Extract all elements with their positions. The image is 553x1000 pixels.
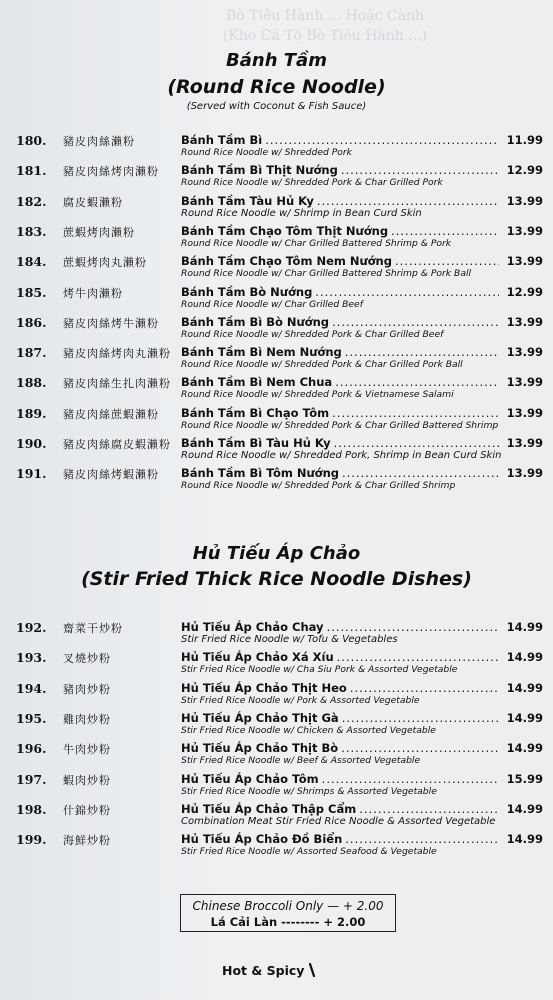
item-name: Bánh Tầm Bì Tàu Hủ Ky <box>181 436 331 450</box>
item-price: 13.99 <box>506 466 543 481</box>
menu-item <box>0 620 553 650</box>
item-name-line <box>181 741 499 755</box>
item-name: Bánh Tầm Chạo Tôm Thịt Nướng <box>181 223 389 238</box>
item-price: 15.99 <box>506 771 543 786</box>
item-description: Round Rice Noodle w/ Char Grilled Beef <box>181 298 363 310</box>
item-description: Stir Fried Rice Noodle w/ Shrimps & Assorted Vegetable <box>181 785 437 797</box>
item-name: Hủ Tiếu Áp Chảo Thịt Gà <box>181 710 339 725</box>
section-title-en-2: (Stir Fried Thick Rice Noodle Dishes) <box>81 568 472 590</box>
item-name-line <box>181 681 499 695</box>
item-name-line <box>181 375 499 389</box>
item-price: 14.99 <box>506 620 543 634</box>
item-description: Stir Fried Rice Noodle w/ Assorted Seafood & Vegetable <box>181 846 437 858</box>
item-description: Stir Fried Rice Noodle w/ Pork & Assorted Vegetable <box>181 694 420 706</box>
hot-spicy-label: Hot & Spicy <box>222 963 305 978</box>
menu-item <box>0 436 553 466</box>
item-chinese-name: 豬皮肉絲烤牛瀨粉 <box>63 316 159 330</box>
item-chinese-name: 蔗蝦烤肉丸瀨粉 <box>63 256 147 270</box>
item-chinese-name: 蔗蝦烤肉瀨粉 <box>63 225 135 239</box>
item-number: 190. <box>16 436 47 451</box>
item-chinese-name: 烤牛肉瀨粉 <box>63 286 123 300</box>
dot-leader <box>334 436 499 450</box>
menu-item <box>0 832 553 862</box>
item-name-line <box>181 802 499 816</box>
dot-leader <box>335 375 499 389</box>
item-price: 13.99 <box>506 223 543 238</box>
item-name-line <box>181 133 499 147</box>
item-name: Bánh Tầm Bì Nem Chua <box>181 375 333 390</box>
item-number: 180. <box>16 133 47 148</box>
item-chinese-name: 豬皮肉絲腐皮蝦瀨粉 <box>63 438 171 451</box>
item-name: Bánh Tầm Chạo Tôm Nem Nướng <box>181 254 392 269</box>
item-name: Hủ Tiếu Áp Chảo Thập Cẩm <box>181 801 357 816</box>
item-number: 194. <box>16 680 47 696</box>
dot-leader <box>317 194 499 208</box>
item-description: Round Rice Noodle w/ Shredded Pork, Shrimp in Bean Curd Skin <box>181 450 502 461</box>
menu-item <box>0 375 553 405</box>
item-description: Round Rice Noodle w/ Shredded Pork <box>181 147 352 158</box>
item-name-line <box>181 224 499 238</box>
item-chinese-name: 海鮮炒粉 <box>63 834 111 848</box>
dot-leader <box>395 254 499 268</box>
dot-leader <box>359 802 499 816</box>
dot-leader <box>315 285 499 299</box>
menu-item <box>0 681 553 711</box>
dot-leader <box>341 163 499 177</box>
menu-item <box>0 345 553 375</box>
dot-leader <box>337 650 499 664</box>
item-description: Stir Fried Rice Noodle w/ Tofu & Vegetables <box>181 634 398 645</box>
item-number: 186. <box>16 314 47 330</box>
bleed-line-2: (Kho Cà Tộ Bò Tiêu Hành ...) <box>222 28 428 44</box>
chili-pepper-icon <box>309 963 315 977</box>
item-price: 13.99 <box>506 254 543 269</box>
item-name: Bánh Tầm Bò Nướng <box>181 284 313 299</box>
item-description: Round Rice Noodle w/ Shredded Pork & Char Grilled Pork Ball <box>181 359 463 371</box>
item-chinese-name: 豬皮肉絲烤肉丸瀨粉 <box>63 347 171 361</box>
item-chinese-name: 腐皮蝦瀨粉 <box>63 195 123 209</box>
item-number: 191. <box>16 466 47 482</box>
item-price: 12.99 <box>506 163 543 178</box>
dot-leader <box>345 832 499 846</box>
item-name: Bánh Tầm Bì Thịt Nướng <box>181 163 338 178</box>
item-number: 188. <box>16 375 47 391</box>
item-name: Bánh Tầm Bì Tôm Nướng <box>181 466 339 481</box>
item-name-line <box>181 772 499 786</box>
item-number: 192. <box>16 620 47 635</box>
item-name-line <box>181 466 499 480</box>
item-price: 14.99 <box>506 680 543 695</box>
extra-line-1: Chinese Broccoli Only — + 2.00 <box>192 899 384 913</box>
item-description: Combination Meat Stir Fried Rice Noodle & Assorted Vegetable <box>181 815 496 827</box>
item-price: 13.99 <box>506 345 543 360</box>
menu-item <box>0 285 553 315</box>
item-name-line <box>181 711 499 725</box>
item-description: Round Rice Noodle w/ Shredded Pork & Char Grilled Beef <box>181 328 444 340</box>
item-number: 181. <box>16 163 47 179</box>
item-name: Hủ Tiếu Áp Chảo Thịt Bò <box>181 741 339 756</box>
item-chinese-name: 豬皮肉絲蔗蝦瀨粉 <box>63 407 159 421</box>
item-name-line <box>181 194 499 208</box>
item-number: 198. <box>16 801 47 817</box>
item-name-line <box>181 650 499 664</box>
item-description: Stir Fried Rice Noodle w/ Beef & Assorted Vegetable <box>181 755 421 767</box>
menu-item <box>0 772 553 802</box>
item-price: 13.99 <box>506 314 543 329</box>
item-price: 13.99 <box>506 405 543 420</box>
item-number: 196. <box>16 741 47 757</box>
dot-leader <box>350 681 499 695</box>
dot-leader <box>342 466 499 480</box>
item-price: 13.99 <box>506 193 543 208</box>
item-chinese-name: 牛肉炒粉 <box>63 743 111 757</box>
dot-leader <box>265 133 499 147</box>
menu-item <box>0 194 553 224</box>
item-name-line <box>181 254 499 268</box>
item-name: Hủ Tiếu Áp Chảo Thịt Heo <box>181 680 347 695</box>
item-price: 13.99 <box>506 375 543 390</box>
item-description: Round Rice Noodle w/ Shredded Pork & Char Grilled Battered Shrimp <box>181 419 499 431</box>
item-name-line <box>181 315 499 329</box>
menu-item <box>0 133 553 163</box>
item-chinese-name: 叉燒炒粉 <box>63 652 111 666</box>
item-description: Round Rice Noodle w/ Char Grilled Battered Shrimp & Pork Ball <box>181 268 472 280</box>
section-title-vn-2: Hủ Tiếu Áp Chảo <box>192 543 361 564</box>
item-name: Bánh Tầm Bì <box>181 133 263 147</box>
section-title-vn-1: Bánh Tầm <box>226 50 327 71</box>
item-chinese-name: 豬皮肉絲烤蝦瀨粉 <box>63 468 159 482</box>
item-description: Round Rice Noodle w/ Shredded Pork & Char Grilled Shrimp <box>181 480 456 492</box>
item-name-line <box>181 163 499 177</box>
item-description: Round Rice Noodle w/ Char Grilled Battered Shrimp & Pork <box>181 237 452 249</box>
item-number: 182. <box>16 193 47 209</box>
item-price: 14.99 <box>506 710 543 725</box>
item-description: Round Rice Noodle w/ Shredded Pork & Char Grilled Pork <box>181 177 443 189</box>
item-number: 183. <box>16 223 47 239</box>
item-description: Stir Fried Rice Noodle w/ Cha Siu Pork & Assorted Vegetable <box>181 664 458 676</box>
dot-leader <box>345 345 499 359</box>
extras-box <box>180 894 396 932</box>
item-description: Round Rice Noodle w/ Shrimp in Bean Curd Skin <box>181 207 422 219</box>
section-subtitle-1: (Served with Coconut & Fish Sauce) <box>186 101 367 112</box>
item-chinese-name: 豬皮肉絲烤肉瀨粉 <box>63 165 159 179</box>
item-name: Bánh Tầm Bì Nem Nướng <box>181 345 342 360</box>
dot-leader <box>322 772 499 786</box>
menu-item <box>0 224 553 254</box>
item-name: Hủ Tiếu Áp Chảo Xá Xíu <box>181 650 334 665</box>
item-name-line <box>181 285 499 299</box>
item-number: 195. <box>16 710 47 726</box>
item-number: 187. <box>16 345 47 361</box>
item-name: Hủ Tiếu Áp Chảo Chay <box>181 620 324 634</box>
item-name-line <box>181 436 499 450</box>
item-name-line <box>181 620 499 634</box>
bleed-through-text <box>110 6 540 46</box>
item-number: 185. <box>16 284 47 300</box>
dot-leader <box>342 711 499 725</box>
menu-item <box>0 406 553 436</box>
item-price: 11.99 <box>506 133 543 147</box>
item-chinese-name: 什錦炒粉 <box>63 803 111 817</box>
item-chinese-name: 豬皮肉絲瀨粉 <box>63 135 135 148</box>
dot-leader <box>332 315 499 329</box>
item-name-line <box>181 345 499 359</box>
hot-spicy-note <box>222 963 315 978</box>
menu-item <box>0 650 553 680</box>
menu-item <box>0 802 553 832</box>
item-name: Hủ Tiếu Áp Chảo Đồ Biển <box>181 832 343 847</box>
item-description: Round Rice Noodle w/ Shredded Pork & Vietnamese Salami <box>181 389 454 401</box>
dot-leader <box>341 741 499 755</box>
item-chinese-name: 雞肉炒粉 <box>63 712 111 726</box>
item-number: 199. <box>16 832 47 848</box>
dot-leader <box>332 406 499 420</box>
item-price: 14.99 <box>506 832 543 847</box>
item-chinese-name: 豬皮肉絲生扎肉瀨粉 <box>63 377 171 391</box>
item-name: Hủ Tiếu Áp Chảo Tôm <box>181 771 319 786</box>
item-number: 189. <box>16 405 47 421</box>
item-chinese-name: 蝦肉炒粉 <box>63 773 111 787</box>
item-name: Bánh Tầm Bì Chạo Tôm <box>181 405 330 420</box>
menu-item <box>0 711 553 741</box>
item-price: 14.99 <box>506 801 543 816</box>
section-title-en-1: (Round Rice Noodle) <box>167 76 386 98</box>
menu-item <box>0 163 553 193</box>
item-name: Bánh Tầm Tàu Hủ Ky <box>181 193 314 208</box>
menu-item <box>0 741 553 771</box>
dot-leader <box>327 620 499 634</box>
extra-line-2: Lá Cải Làn -------- + 2.00 <box>210 915 366 929</box>
item-price: 14.99 <box>506 741 543 756</box>
bleed-line-1: Bò Tiêu Hành ... Hoặc Cành <box>226 8 424 24</box>
item-price: 14.99 <box>506 650 543 665</box>
menu-item <box>0 254 553 284</box>
dot-leader <box>391 224 499 238</box>
item-price: 13.99 <box>506 436 543 450</box>
item-name-line <box>181 832 499 846</box>
item-number: 193. <box>16 650 47 666</box>
item-description: Stir Fried Rice Noodle w/ Chicken & Assorted Vegetable <box>181 724 436 736</box>
item-name-line <box>181 406 499 420</box>
menu-item <box>0 315 553 345</box>
item-number: 184. <box>16 254 47 270</box>
item-name: Bánh Tầm Bì Bò Nướng <box>181 314 330 329</box>
menu-item <box>0 466 553 496</box>
item-price: 12.99 <box>506 284 543 299</box>
item-chinese-name: 齋菜干炒粉 <box>63 622 123 635</box>
item-chinese-name: 豬肉炒粉 <box>63 682 111 696</box>
item-number: 197. <box>16 771 47 787</box>
